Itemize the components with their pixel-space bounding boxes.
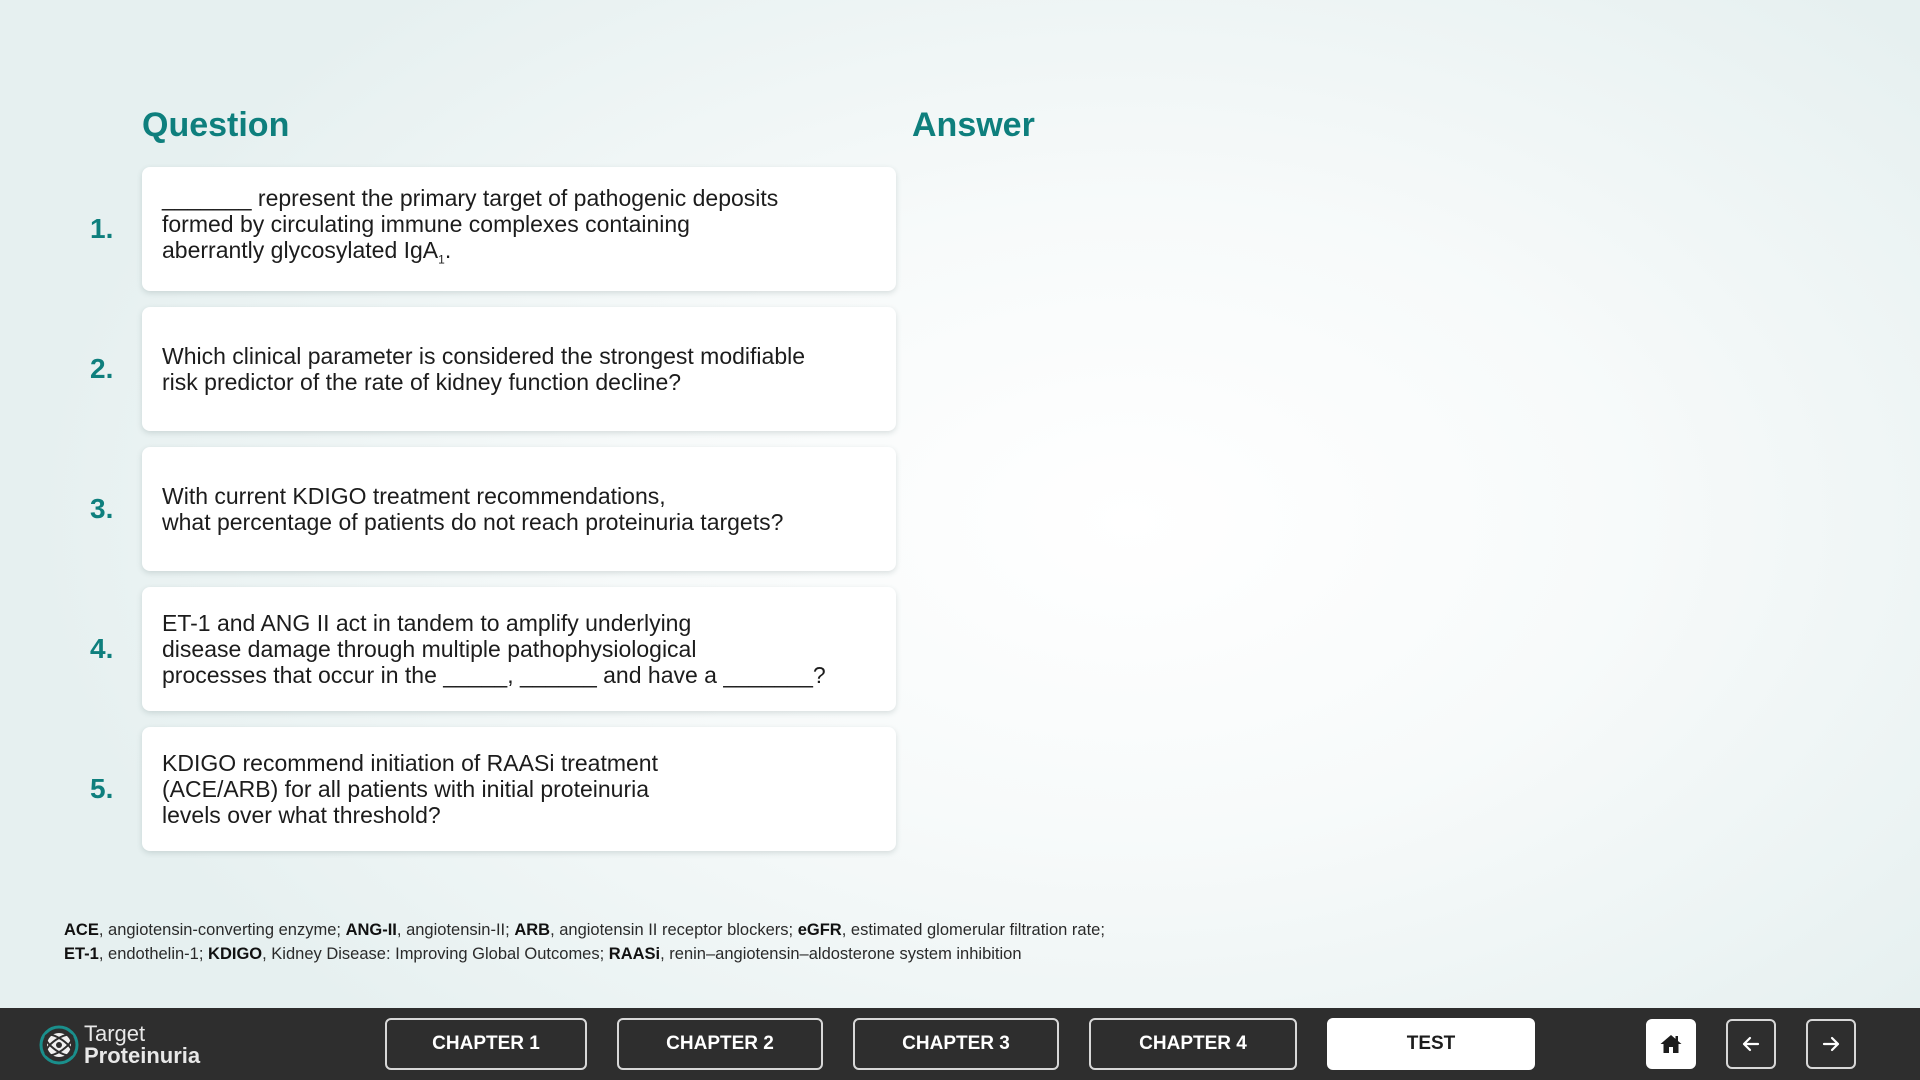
question-number: 1. xyxy=(90,213,114,244)
question-card[interactable] xyxy=(142,587,896,711)
chapter-1-button[interactable]: CHAPTER 1 xyxy=(385,1018,587,1070)
arrow-left-icon xyxy=(1739,1032,1763,1056)
back-button[interactable] xyxy=(1726,1019,1776,1069)
forward-button[interactable] xyxy=(1806,1019,1856,1069)
abbreviations-footnote xyxy=(64,918,1105,966)
question-text: ET-1 and ANG II act in tandem to amplify underlying disease damage through multiple pathophysiological processes that occur in the _____, ______ and have a _______? xyxy=(162,610,826,688)
target-proteinuria-logo[interactable] xyxy=(38,1022,200,1068)
question-number: 4. xyxy=(90,633,114,664)
footnote-line-1: ACE, angiotensin-converting enzyme; ANG-II, angiotensin-II; ARB, angiotensin II receptor blockers; eGFR, estimated glomerular filtration rate; xyxy=(64,921,1105,939)
question-number: 5. xyxy=(90,773,114,804)
question-card[interactable] xyxy=(142,447,896,571)
footnote-line-2: ET-1, endothelin-1; KDIGO, Kidney Disease: Improving Global Outcomes; RAASi, renin–angiotensin–aldosterone system inhibition xyxy=(64,945,1022,963)
home-icon xyxy=(1659,1032,1683,1056)
chapter-2-button[interactable]: CHAPTER 2 xyxy=(617,1018,823,1070)
question-card[interactable] xyxy=(142,727,896,851)
question-number: 2. xyxy=(90,353,114,384)
logo-text-line1: Target xyxy=(84,1021,146,1046)
question-row xyxy=(90,447,896,571)
question-row xyxy=(90,587,896,711)
question-text: Which clinical parameter is considered the strongest modifiable risk predictor of the rate of kidney function decline? xyxy=(162,343,806,395)
bottom-navbar xyxy=(0,1008,1920,1080)
test-button[interactable]: TEST xyxy=(1327,1018,1535,1070)
answer-heading: Answer xyxy=(912,106,1035,144)
chapter-4-button[interactable]: CHAPTER 4 xyxy=(1089,1018,1297,1070)
question-row xyxy=(90,307,896,431)
logo-icon xyxy=(38,1024,80,1066)
question-row xyxy=(90,167,896,291)
question-number: 3. xyxy=(90,493,114,524)
logo-text-line2: Proteinuria xyxy=(84,1043,201,1068)
question-card[interactable] xyxy=(142,167,896,291)
question-text: _______ represent the primary target of pathogenic deposits formed by circulating immune complexes containing aberrantly glycosylated IgA$_1$. xyxy=(162,185,779,267)
home-button[interactable] xyxy=(1646,1019,1696,1069)
question-heading: Question xyxy=(142,106,290,144)
question-card[interactable] xyxy=(142,307,896,431)
question-text: With current KDIGO treatment recommendations, what percentage of patients do not reach proteinuria targets? xyxy=(162,483,784,535)
question-text: KDIGO recommend initiation of RAASi treatment (ACE/ARB) for all patients with initial proteinuria levels over what threshold? xyxy=(162,750,658,828)
arrow-right-icon xyxy=(1819,1032,1843,1056)
chapter-3-button[interactable]: CHAPTER 3 xyxy=(853,1018,1059,1070)
question-row xyxy=(90,727,896,851)
